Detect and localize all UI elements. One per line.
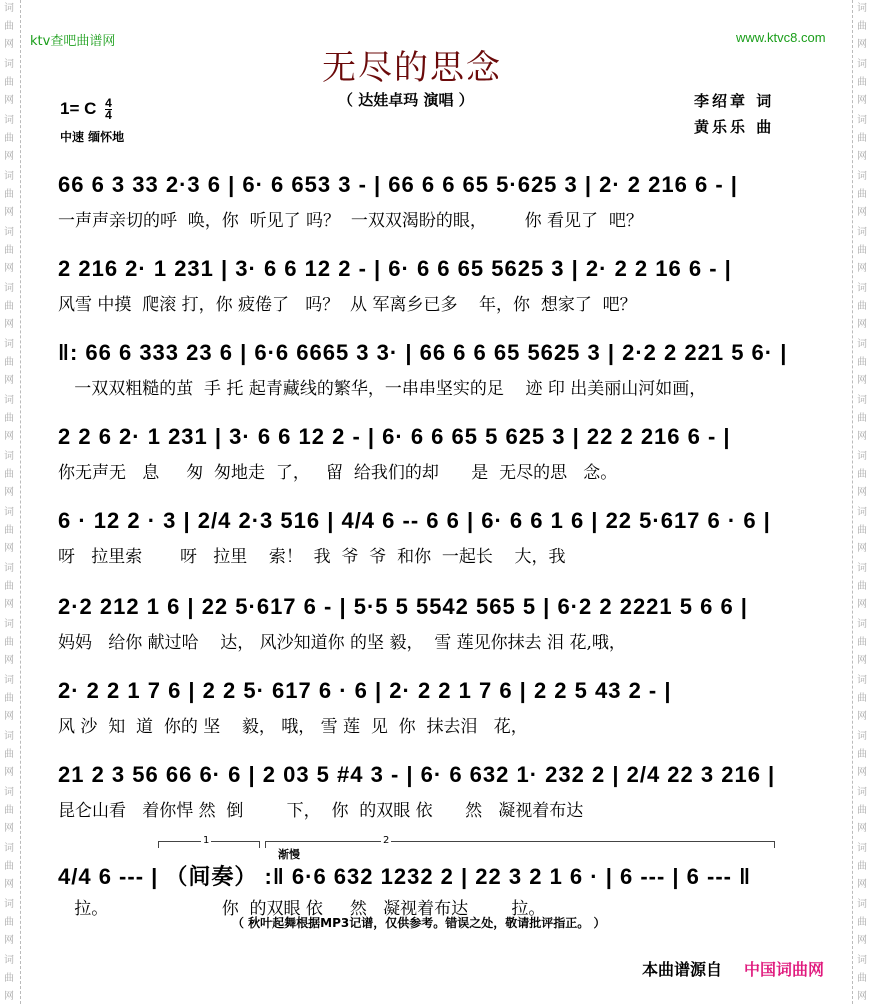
watermark-char: 曲 bbox=[4, 357, 14, 368]
left-watermark-strip bbox=[0, 0, 21, 1004]
notation: 4/4 6 --- | （间奏） :‖ 6·6 632 1232 2 | 22 3 2 1 6 · | 6 --- | 6 --- ‖ bbox=[58, 864, 752, 889]
watermark-char: 网 bbox=[4, 879, 14, 890]
watermark-char: 曲 bbox=[857, 357, 867, 368]
watermark-char: 曲 bbox=[4, 413, 14, 424]
watermark-char: 词 bbox=[4, 227, 14, 238]
watermark-char: 词 bbox=[857, 227, 867, 238]
watermark-char: 词 bbox=[857, 3, 867, 14]
notation: 2 2 6 2· 1 231 | 3· 6 6 12 2 - | 6· 6 6 65 5 625 3 | 22 2 216 6 - | bbox=[58, 424, 731, 449]
volta-bracket-1: 1 bbox=[158, 841, 260, 848]
watermark-char: 网 bbox=[4, 543, 14, 554]
watermark-char: 网 bbox=[857, 487, 867, 498]
watermark-char: 曲 bbox=[857, 413, 867, 424]
notation: 2· 2 2 1 7 6 | 2 2 5· 617 6 · 6 | 2· 2 2 1 7 6 | 2 2 5 43 2 - | bbox=[58, 678, 672, 703]
watermark-char: 曲 bbox=[857, 469, 867, 480]
watermark-char: 网 bbox=[4, 935, 14, 946]
watermark-char: 网 bbox=[4, 599, 14, 610]
watermark-char: 曲 bbox=[857, 693, 867, 704]
watermark-char: 曲 bbox=[4, 693, 14, 704]
watermark-char: 曲 bbox=[4, 917, 14, 928]
lyrics: 妈妈 给你 献过哈 达， 风沙知道你 的坚 毅， 雪 莲见你抹去 泪 花,哦， bbox=[58, 633, 626, 653]
lyrics: 风 沙 知 道 你的 坚 毅， 哦， 雪 莲 见 你 抹去泪 花， bbox=[58, 717, 528, 737]
watermark-char: 网 bbox=[857, 151, 867, 162]
notation: 21 2 3 56 66 6· 6 | 2 03 5 #4 3 - | 6· 6 632 1· 232 2 | 2/4 22 3 216 | bbox=[58, 762, 776, 787]
watermark-char: 网 bbox=[857, 823, 867, 834]
watermark-char: 曲 bbox=[857, 973, 867, 984]
watermark-char: 曲 bbox=[857, 189, 867, 200]
lyrics: 拉。 你 的双眼 依 然 凝视着布达 拉。 bbox=[58, 899, 546, 919]
lyrics: 一双双粗糙的茧 手 托 起青藏线的繁华，一串串坚实的足 迹 印 出美丽山河如画， bbox=[58, 379, 707, 399]
watermark-char: 网 bbox=[4, 711, 14, 722]
watermark-char: 词 bbox=[4, 451, 14, 462]
watermark-char: 曲 bbox=[4, 133, 14, 144]
tempo-marking: 中速 缅怀地 bbox=[60, 130, 125, 144]
watermark-char: 曲 bbox=[857, 245, 867, 256]
watermark-char: 曲 bbox=[857, 637, 867, 648]
source-credit bbox=[642, 957, 824, 980]
watermark-char: 网 bbox=[4, 487, 14, 498]
watermark-char: 曲 bbox=[857, 581, 867, 592]
watermark-char: 词 bbox=[857, 171, 867, 182]
watermark-char: 词 bbox=[4, 787, 14, 798]
watermark-char: 曲 bbox=[4, 581, 14, 592]
watermark-char: 曲 bbox=[4, 525, 14, 536]
notation: ‖: 66 6 333 23 6 | 6·6 6665 3 3· | 66 6 6 65 5625 3 | 2·2 2 221 5 6· | bbox=[58, 340, 788, 365]
watermark-char: 曲 bbox=[4, 637, 14, 648]
watermark-char: 词 bbox=[4, 619, 14, 630]
watermark-char: 词 bbox=[857, 115, 867, 126]
lyrics: 风雪 中摸 爬滚 打，你 疲倦了 吗？ 从 军离乡已多 年，你 想家了 吧？ bbox=[58, 295, 637, 315]
watermark-char: 词 bbox=[4, 115, 14, 126]
transcription-note: （ 秋叶起舞根据MP3记谱，仅供参考。错误之处，敬请批评指正。 ） bbox=[232, 916, 606, 930]
watermark-char: 曲 bbox=[4, 301, 14, 312]
watermark-char: 曲 bbox=[857, 861, 867, 872]
watermark-char: 词 bbox=[857, 283, 867, 294]
watermark-char: 网 bbox=[857, 95, 867, 106]
watermark-char: 词 bbox=[857, 843, 867, 854]
watermark-char: 曲 bbox=[4, 973, 14, 984]
watermark-char: 曲 bbox=[857, 133, 867, 144]
watermark-char: 网 bbox=[4, 151, 14, 162]
watermark-char: 曲 bbox=[857, 77, 867, 88]
notation: 2·2 212 1 6 | 22 5·617 6 - | 5·5 5 5542 565 5 | 6·2 2 2221 5 6 6 | bbox=[58, 594, 748, 619]
watermark-char: 网 bbox=[857, 655, 867, 666]
watermark-char: 网 bbox=[857, 599, 867, 610]
watermark-char: 词 bbox=[4, 59, 14, 70]
volta-bracket-2: 2 bbox=[265, 841, 775, 848]
watermark-char: 网 bbox=[4, 263, 14, 274]
watermark-char: 网 bbox=[857, 879, 867, 890]
watermark-char: 词 bbox=[857, 507, 867, 518]
watermark-char: 曲 bbox=[857, 749, 867, 760]
watermark-char: 网 bbox=[857, 431, 867, 442]
performer: （ 达娃卓玛 演唱 ） bbox=[338, 91, 474, 109]
watermark-char: 网 bbox=[857, 767, 867, 778]
watermark-char: 曲 bbox=[4, 749, 14, 760]
watermark-char: 词 bbox=[4, 171, 14, 182]
watermark-char: 网 bbox=[857, 991, 867, 1002]
watermark-char: 词 bbox=[4, 563, 14, 574]
watermark-char: 词 bbox=[4, 507, 14, 518]
watermark-char: 词 bbox=[4, 899, 14, 910]
right-watermark-strip bbox=[852, 0, 872, 1004]
watermark-char: 网 bbox=[857, 263, 867, 274]
lyricist-credit: 李绍章 词 bbox=[694, 92, 775, 110]
watermark-char: 曲 bbox=[4, 805, 14, 816]
key-label: 1= C bbox=[60, 98, 97, 118]
lyrics: 你无声无 息 匆 匆地走 了， 留 给我们的却 是 无尽的思 念。 bbox=[58, 463, 618, 483]
watermark-char: 网 bbox=[857, 375, 867, 386]
watermark-char: 网 bbox=[857, 935, 867, 946]
source-brand-link[interactable]: 中国词曲网 bbox=[744, 960, 825, 979]
watermark-char: 网 bbox=[4, 431, 14, 442]
watermark-char: 词 bbox=[4, 283, 14, 294]
watermark-char: 词 bbox=[857, 59, 867, 70]
watermark-char: 网 bbox=[4, 655, 14, 666]
watermark-char: 词 bbox=[4, 955, 14, 966]
time-signature: $\frac{4}{4}$ bbox=[105, 96, 112, 122]
watermark-char: 曲 bbox=[4, 189, 14, 200]
watermark-char: 网 bbox=[857, 39, 867, 50]
source-label: 本曲谱源自 bbox=[642, 960, 723, 979]
song-title: 无尽的思念 bbox=[322, 48, 502, 88]
watermark-char: 曲 bbox=[4, 77, 14, 88]
watermark-char: 网 bbox=[4, 207, 14, 218]
watermark-char: 网 bbox=[857, 543, 867, 554]
watermark-char: 曲 bbox=[857, 917, 867, 928]
composer-credit: 黄乐乐 曲 bbox=[694, 118, 775, 136]
watermark-char: 曲 bbox=[4, 861, 14, 872]
watermark-char: 词 bbox=[857, 955, 867, 966]
watermark-char: 词 bbox=[857, 731, 867, 742]
notation: 2 216 2· 1 231 | 3· 6 6 12 2 - | 6· 6 6 65 5625 3 | 2· 2 2 16 6 - | bbox=[58, 256, 732, 281]
lyrics: 一声声亲切的呼 唤，你 听见了 吗？ 一双双渴盼的眼， 你 看见了 吧？ bbox=[58, 211, 643, 231]
watermark-char: 网 bbox=[4, 991, 14, 1002]
lyrics: 昆仑山看 着你悍 然 倒 下， 你 的双眼 依 然 凝视着布达 bbox=[58, 801, 584, 821]
watermark-char: 曲 bbox=[4, 21, 14, 32]
watermark-char: 网 bbox=[4, 767, 14, 778]
watermark-char: 词 bbox=[4, 731, 14, 742]
watermark-char: 词 bbox=[857, 787, 867, 798]
watermark-char: 词 bbox=[4, 395, 14, 406]
watermark-char: 网 bbox=[857, 207, 867, 218]
notation: 66 6 3 33 2·3 6 | 6· 6 653 3 - | 66 6 6 65 5·625 3 | 2· 2 216 6 - | bbox=[58, 172, 738, 197]
ritardando-marking: 渐慢 bbox=[278, 848, 300, 861]
watermark-char: 词 bbox=[857, 899, 867, 910]
watermark-char: 曲 bbox=[857, 805, 867, 816]
watermark-char: 词 bbox=[857, 563, 867, 574]
watermark-char: 网 bbox=[4, 319, 14, 330]
lyrics: 呀 拉里索 呀 拉里 索！ 我 爷 爷 和你 一起长 大，我 bbox=[58, 547, 566, 567]
watermark-char: 网 bbox=[4, 39, 14, 50]
watermark-char: 词 bbox=[857, 451, 867, 462]
watermark-char: 曲 bbox=[857, 301, 867, 312]
watermark-char: 网 bbox=[857, 711, 867, 722]
watermark-char: 词 bbox=[4, 675, 14, 686]
watermark-char: 词 bbox=[4, 339, 14, 350]
watermark-char: 网 bbox=[857, 319, 867, 330]
watermark-char: 词 bbox=[857, 675, 867, 686]
watermark-char: 词 bbox=[4, 843, 14, 854]
watermark-char: 曲 bbox=[4, 245, 14, 256]
site-url-right: www.ktvc8.com bbox=[736, 30, 826, 45]
watermark-char: 网 bbox=[4, 823, 14, 834]
site-name-left: ktv查吧曲谱网 bbox=[30, 34, 116, 49]
watermark-char: 词 bbox=[857, 619, 867, 630]
watermark-char: 曲 bbox=[857, 21, 867, 32]
watermark-char: 词 bbox=[857, 339, 867, 350]
watermark-char: 曲 bbox=[857, 525, 867, 536]
watermark-char: 词 bbox=[4, 3, 14, 14]
watermark-char: 网 bbox=[4, 375, 14, 386]
notation: 6 · 12 2 · 3 | 2/4 2·3 516 | 4/4 6 -- 6 6 | 6· 6 6 1 6 | 22 5·617 6 · 6 | bbox=[58, 508, 771, 533]
watermark-char: 网 bbox=[4, 95, 14, 106]
watermark-char: 曲 bbox=[4, 469, 14, 480]
watermark-char: 词 bbox=[857, 395, 867, 406]
key-signature bbox=[60, 98, 112, 121]
